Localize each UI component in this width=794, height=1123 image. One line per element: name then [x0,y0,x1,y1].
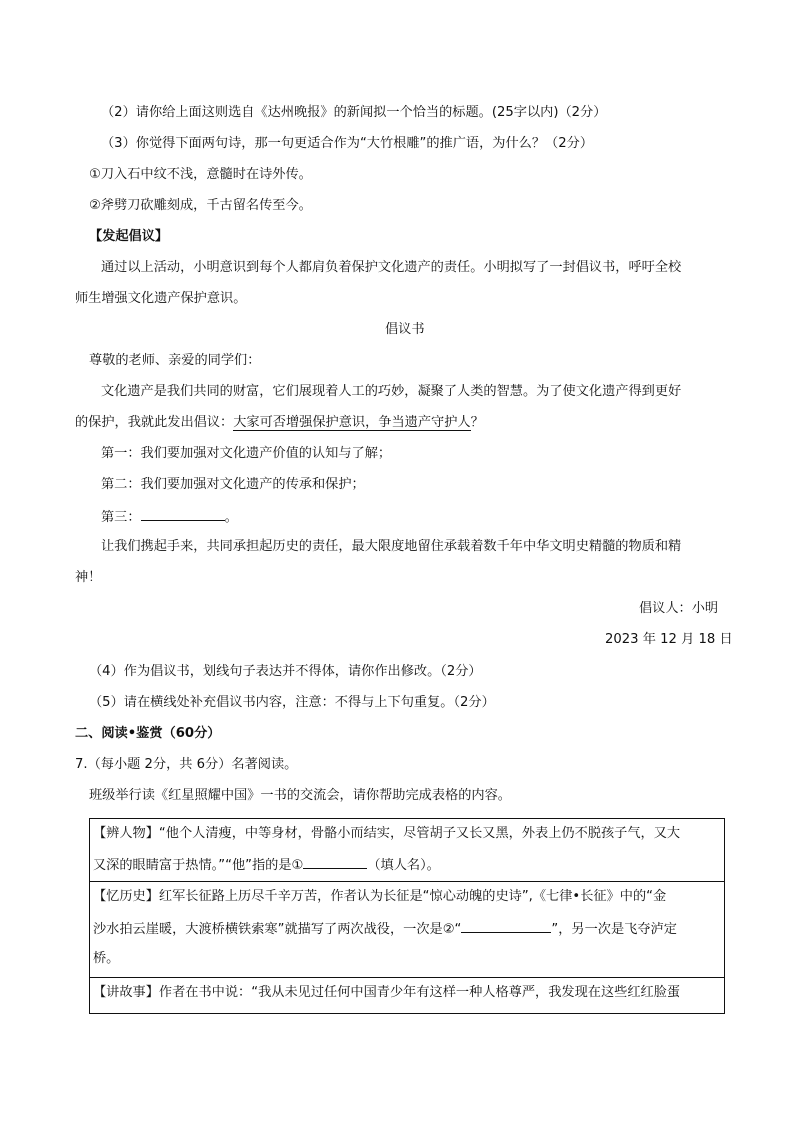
letter-item-2: 第二：我们要加强对文化遗产的传承和保护； [101,477,365,492]
letter-item-1: 第一：我们要加强对文化遗产价值的认知与了解； [101,446,392,461]
letter-title: 倡议书 [385,322,425,337]
letter-text: ？ [470,415,484,430]
question-7: 7.（每小题 2分，共 6分）名著阅读。 [75,757,298,772]
letter-closing-line-1: 让我们携起手来，共同承担起历史的责任，最大限度地留住承载着数千年中华文明史精髓的物质和精 [101,539,682,554]
table-row-3-line-1: 【讲故事】作者在书中说：“我从未见过任何中国青少年有这样一种人格尊严，我发现在这些红红脸蛋 [93,985,681,1000]
table-text: （填人名）。 [367,858,440,873]
section-initiative-heading: 【发起倡议】 [89,229,169,244]
intro-line-1: 通过以上活动，小明意识到每个人都肩负着保护文化遗产的责任。小明拟写了一封倡议书，呼吁全校 [101,260,682,275]
section-2-title: 二、阅读•鉴赏（60分） [75,726,221,741]
question-3: （3）你觉得下面两句诗，那一句更适合作为“大竹根雕”的推广语，为什么？（2分） [101,136,594,151]
table-row-1-line-1: 【辨人物】“他个人清瘦，中等身材，骨骼小而结实，尽管胡子又长又黑，外表上仍不脱孩子气，又大 [93,826,681,841]
letter-signer: 倡议人：小明 [639,601,719,616]
fill-blank-1[interactable] [303,854,367,869]
table-row-2-line-2 [93,918,677,940]
item-3-end: 。 [224,510,238,525]
table-row-2-line-3: 桥。 [93,951,120,966]
letter-item-3 [101,506,238,528]
question-7-intro: 班级举行读《红星照耀中国》一书的交流会，请你帮助完成表格的内容。 [89,788,511,803]
letter-paragraph-line-2 [75,413,484,433]
intro-line-2: 师生增强文化遗产保护意识。 [75,291,247,306]
table-text: 沙水拍云崖暖，大渡桥横铁索寒”就描写了两次战役，一次是②“ [93,922,462,937]
poem-line-2: ②斧劈刀砍雕刻成，千古留名传至今。 [89,198,312,213]
table-text: ”，另一次是飞夺泸定 [551,922,677,937]
table-divider [90,977,724,978]
letter-closing-line-2: 神！ [75,570,102,585]
letter-text: 的保护，我就此发出倡议： [75,415,234,430]
reading-table [89,818,725,1014]
letter-date: 2023 年 12 月 18 日 [605,632,733,647]
table-row-2-line-1: 【忆历史】红军长征路上历尽千辛万苦，作者认为长征是“惊心动魄的史诗”,《七律•长征》中的“金 [93,889,667,904]
question-2: （2）请你给上面这则选自《达州晚报》的新闻拟一个恰当的标题。(25字以内)（2分） [101,105,607,120]
letter-greeting: 尊敬的老师、亲爱的同学们： [89,353,261,368]
item-3-label: 第三： [101,510,141,525]
fill-blank-2[interactable] [461,918,551,933]
fill-blank-3[interactable] [141,506,225,521]
question-5: （5）请在横线处补充倡议书内容，注意：不得与上下句重复。（2分） [89,695,495,710]
underlined-sentence: 大家可否增强保护意识，争当遗产守护人 [233,415,471,430]
table-text: 又深的眼睛富于热情。”“他”指的是① [93,858,304,873]
letter-paragraph-line-1: 文化遗产是我们共同的财富，它们展现着人工的巧妙，凝聚了人类的智慧。为了使文化遗产得到更好 [101,384,682,399]
poem-line-1: ①刀入石中纹不浅，意髓时在诗外传。 [89,167,312,182]
question-4: （4）作为倡议书，划线句子表达并不得体，请你作出修改。（2分） [89,664,482,679]
table-divider [90,881,724,882]
table-row-1-line-2 [93,854,440,876]
